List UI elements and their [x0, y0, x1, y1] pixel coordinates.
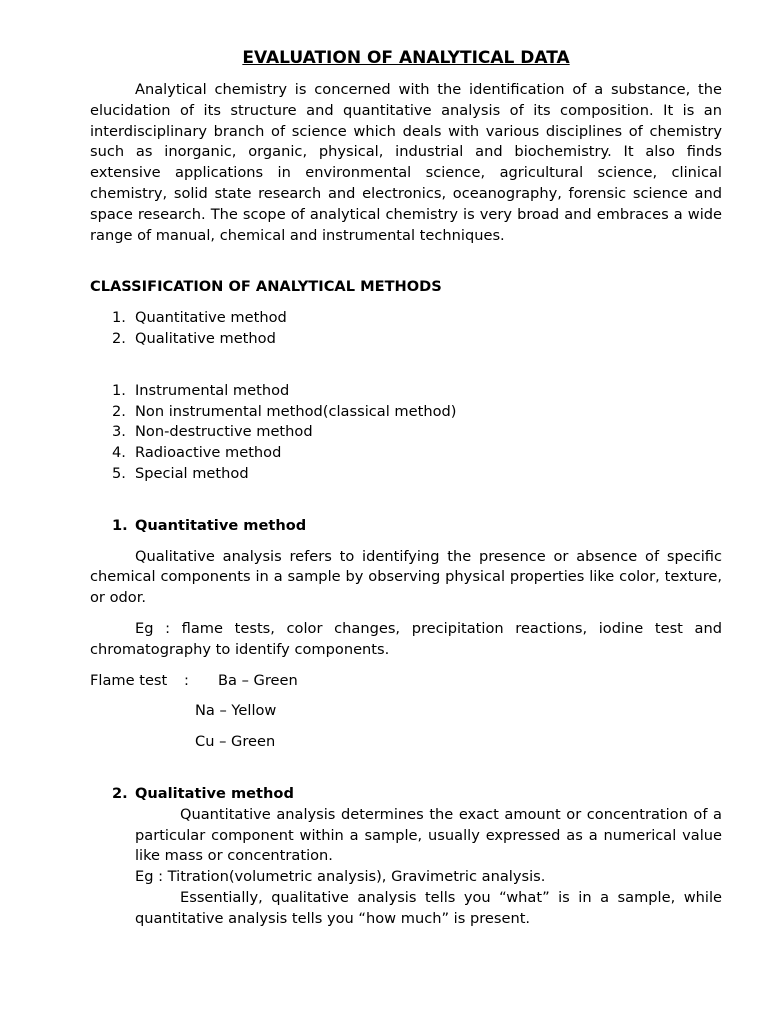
classification-list-a — [90, 308, 722, 350]
section2-summary: Essentially, qualitative analysis tells you “what” is in a sample, while quantitative analysis tells you “how much” is present. — [135, 888, 722, 927]
list-item: 1. Quantitative method — [112, 309, 287, 327]
section1-example: Eg : flame tests, color changes, precipitation reactions, iodine test and chromatography to identify components. — [90, 619, 722, 658]
section2-paragraph: Quantitative analysis determines the exact amount or concentration of a particular component within a sample, usually expressed as a numerical value like mass or concentration. — [135, 805, 722, 865]
list-item: 5. Special method — [112, 464, 249, 482]
intro-paragraph: Analytical chemistry is concerned with the identification of a substance, the elucidation of its structure and quantitative analysis of its composition. It is an interdisciplinary branch of science which deals with various disciplines of chemistry such as inorganic, organic, physical, industrial and biochemistry. It also finds extensive applications in environmental science, agricultural science, clinical chemistry, solid state research and electronics, oceanography, forensic science and space research. The scope of analytical chemistry is very broad and embraces a wide range of manual, chemical and instrumental techniques. — [90, 81, 722, 244]
flame-test-label: Flame test — [90, 671, 168, 689]
flame-test-row — [90, 671, 722, 692]
list-item: 2. Qualitative method — [112, 329, 276, 347]
section1-heading: 1. Quantitative method — [112, 516, 307, 534]
flame-test-row — [90, 732, 722, 753]
classification-heading: CLASSIFICATION OF ANALYTICAL METHODS — [90, 278, 442, 296]
flame-test-row — [90, 701, 722, 722]
list-item: 4. Radioactive method — [112, 444, 282, 462]
list-item: 2. Non instrumental method(classical method) — [112, 402, 457, 420]
section2-heading: 2. Qualitative method — [112, 784, 294, 802]
document-title: EVALUATION OF ANALYTICAL DATA — [242, 48, 570, 68]
list-item: 3. Non-destructive method — [112, 423, 313, 441]
flame-item: Ba – Green — [218, 671, 298, 689]
flame-item: Cu – Green — [195, 733, 276, 751]
section2-example: Eg : Titration(volumetric analysis), Gravimetric analysis. — [135, 868, 546, 886]
flame-test-colon: : — [184, 671, 189, 689]
document-page — [90, 45, 722, 930]
classification-list-b — [90, 381, 722, 485]
section2-body — [90, 805, 722, 930]
flame-item: Na – Yellow — [195, 702, 277, 720]
list-item: 1. Instrumental method — [112, 381, 290, 399]
section1-paragraph: Qualitative analysis refers to identifying the presence or absence of specific chemical components in a sample by observing physical properties like color, texture, or odor. — [90, 547, 722, 607]
